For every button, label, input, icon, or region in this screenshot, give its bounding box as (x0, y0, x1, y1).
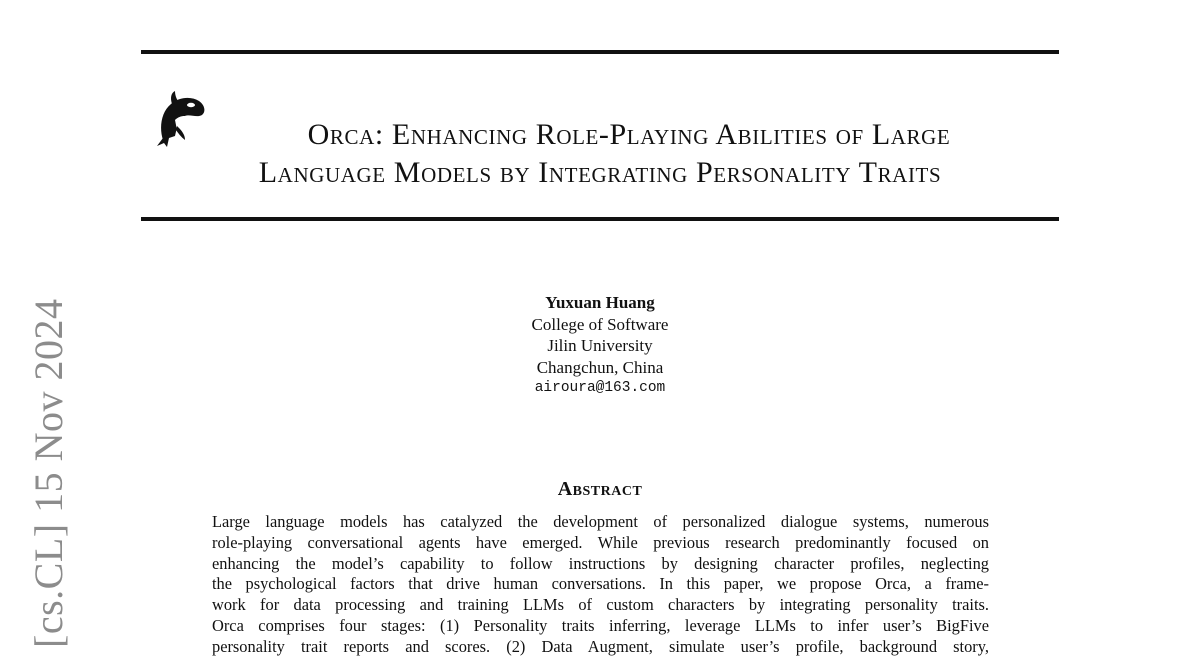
abstract-line: the psychological factors that drive human conversations. In this paper, we propose Orca, a frame- (212, 574, 989, 594)
author-location: Changchun, China (536, 357, 664, 377)
abstract-line: enhancing the model’s capability to follow instructions by designing character profiles, neglecting (212, 553, 989, 573)
title-bottom-rule (141, 217, 1059, 221)
abstract-line: Large language models has catalyzed the development of personalized dialogue systems, numerous (212, 512, 989, 531)
abstract-line: personality trait reports and scores. (2) Data Augment, simulate user’s profile, background story, (212, 636, 989, 656)
author-email[interactable]: airoura@163.com (534, 380, 666, 396)
abstract-line: work for data processing and training LLMs of custom characters by integrating personality traits. (212, 595, 989, 615)
abstract-line: Orca comprises four stages: (1) Personality traits inferring, leverage LLMs to infer user’s BigFive (212, 615, 989, 635)
abstract-body (212, 512, 989, 658)
title-line-1: Orca: Enhancing Role-Playing Abilities of Large (307, 118, 951, 151)
abstract-heading: Abstract (557, 478, 643, 500)
arxiv-side-stamp: [cs.CL] 15 Nov 2024 (26, 298, 71, 648)
abstract-line: role-playing conversational agents have emerged. While previous research predominantly focused on (212, 532, 989, 552)
paper-title (141, 116, 1059, 192)
author-department: College of Software (531, 314, 669, 334)
title-line-2: Language Models by Integrating Personality Traits (258, 156, 942, 189)
title-top-rule (141, 50, 1059, 54)
author-block (400, 292, 800, 400)
author-university: Jilin University (547, 336, 653, 355)
author-name: Yuxuan Huang (545, 293, 655, 312)
